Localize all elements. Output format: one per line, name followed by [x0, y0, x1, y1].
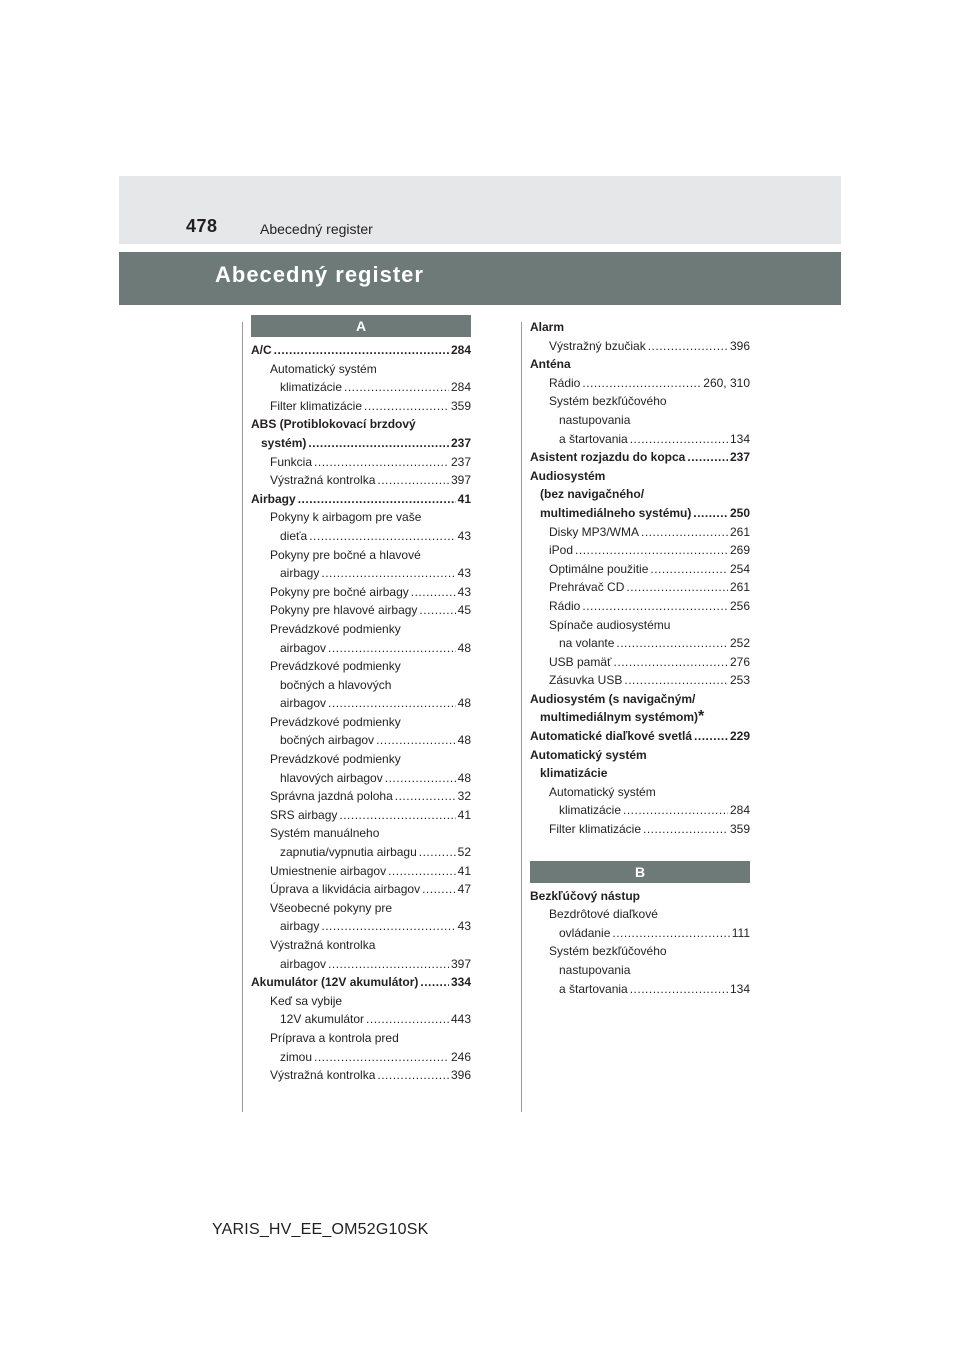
document-code: YARIS_HV_EE_OM52G10SK — [212, 1221, 429, 1238]
dot-leader — [422, 880, 456, 899]
index-entry-text: A/C — [251, 343, 272, 357]
index-entry — [251, 564, 471, 583]
dot-leader — [298, 490, 456, 509]
page-number: 478 — [186, 216, 218, 236]
index-entry-page: 237 — [729, 450, 750, 465]
dot-leader — [364, 397, 449, 416]
dot-leader — [274, 341, 449, 360]
index-entry — [251, 917, 471, 936]
dot-leader — [376, 731, 456, 750]
index-entry — [530, 634, 750, 653]
index-entry — [530, 448, 750, 467]
dot-leader — [385, 769, 456, 788]
index-entry-text: Filter klimatizácie — [549, 822, 642, 837]
index-entry — [530, 905, 750, 924]
index-entry-text: Automatický systém — [549, 784, 656, 799]
index-entry-text: bočných a hlavových — [280, 677, 392, 692]
index-entry — [530, 783, 750, 802]
dot-leader — [328, 639, 456, 658]
index-entry — [251, 806, 471, 825]
index-entry-text: Správna jazdná poloha — [270, 789, 393, 804]
index-entry-text: ABS (Protiblokovací brzdový — [251, 417, 416, 432]
index-entry — [530, 980, 750, 999]
index-entry — [251, 787, 471, 806]
index-entry-text: Príprava a kontrola pred — [270, 1030, 399, 1045]
letter-heading-b: B — [530, 861, 750, 883]
index-entry — [530, 392, 750, 411]
index-entry-text: Výstražná kontrolka — [270, 938, 376, 952]
index-entry-page: 43 — [457, 566, 471, 581]
index-entry-text: hlavových airbagov — [280, 770, 383, 785]
index-entry — [251, 1048, 471, 1067]
index-entry-text: Prevádzkové podmienky — [270, 752, 401, 767]
index-entry-page: 48 — [457, 733, 471, 748]
dot-leader — [582, 597, 728, 616]
dot-leader — [626, 578, 728, 597]
index-entry — [530, 504, 750, 523]
index-entry — [530, 374, 750, 393]
index-entry-page: 256 — [729, 598, 750, 613]
index-entry-text: airbagy — [280, 919, 320, 934]
index-entry-page: 41 — [457, 491, 471, 506]
index-entry-text: Anténa — [530, 357, 571, 372]
index-entry-text: Automatický systém — [270, 361, 377, 376]
index-entry — [530, 318, 750, 337]
index-entry — [251, 676, 471, 695]
index-entry-text: 12V akumulátor — [280, 1012, 365, 1027]
index-column-right — [530, 318, 750, 998]
dot-leader — [641, 523, 728, 542]
dot-leader — [650, 560, 728, 579]
index-entry-page: 397 — [450, 473, 471, 488]
index-entry-text: airbagov — [280, 640, 327, 655]
dot-leader — [328, 694, 456, 713]
dot-leader — [366, 1010, 449, 1029]
index-entry-page: 134 — [729, 431, 750, 446]
header-band — [119, 176, 841, 244]
index-entry — [251, 601, 471, 620]
index-entry-text: Úprava a likvidácia airbagov — [270, 882, 421, 897]
index-entry-text: Systém bezkľúčového — [549, 394, 667, 409]
index-entry — [251, 1010, 471, 1029]
dot-leader — [614, 653, 728, 672]
index-entry — [251, 1066, 471, 1085]
index-entry-text: multimediálneho systému) — [540, 505, 692, 520]
index-entry-text: Optimálne použitie — [549, 561, 649, 576]
index-entry-text: Zásuvka USB — [549, 673, 623, 688]
index-entry — [251, 880, 471, 899]
index-entry — [251, 434, 471, 453]
index-entry-text: airbagov — [280, 956, 327, 971]
dot-leader — [314, 1048, 449, 1067]
index-entry — [530, 355, 750, 374]
index-entry-text: ovládanie — [559, 925, 611, 940]
index-entry — [530, 671, 750, 690]
index-entry — [251, 862, 471, 881]
index-entry-page: 396 — [729, 338, 750, 353]
index-entry-text: a štartovania — [559, 981, 628, 996]
index-entry-text: Prevádzkové podmienky — [270, 659, 401, 674]
index-entry-text: Spínače audiosystému — [549, 617, 671, 632]
dot-leader — [411, 583, 456, 602]
dot-leader — [630, 980, 728, 999]
index-entry-page: 229 — [729, 729, 750, 744]
index-entry-text: Airbagy — [251, 491, 296, 506]
dot-leader — [612, 924, 729, 943]
index-entry-page: 396 — [450, 1068, 471, 1083]
index-entry-text: zapnutia/vypnutia airbagu — [280, 845, 417, 860]
dot-leader — [344, 378, 449, 397]
index-entry-text: Rádio — [549, 598, 581, 613]
dot-leader — [624, 671, 728, 690]
index-entry — [251, 713, 471, 732]
index-entries-a-right — [530, 318, 750, 839]
index-entry — [251, 546, 471, 565]
right-column-rule — [521, 322, 522, 1112]
index-entry-text: klimatizácie — [540, 766, 608, 781]
index-entry-page: 48 — [457, 770, 471, 785]
index-entries-b — [530, 887, 750, 999]
index-entry — [251, 973, 471, 992]
dot-leader — [648, 337, 728, 356]
index-entry-page: 41 — [457, 863, 471, 878]
index-entry-text: Automatický systém — [530, 747, 647, 762]
index-entry — [530, 746, 750, 765]
index-entry-text: Prevádzkové podmienky — [270, 621, 401, 636]
letter-heading-a: A — [251, 315, 471, 337]
dot-leader — [693, 504, 728, 523]
dot-leader — [321, 917, 455, 936]
index-entry — [251, 508, 471, 527]
index-entry — [530, 801, 750, 820]
index-entry-page: 48 — [457, 696, 471, 711]
index-entry — [251, 639, 471, 658]
index-entry-text: Prevádzkové podmienky — [270, 714, 401, 729]
dot-leader — [321, 564, 455, 583]
dot-leader — [308, 434, 449, 453]
index-entry — [530, 924, 750, 943]
index-entry-text: Výstražný bzučiak — [549, 338, 646, 353]
index-entry — [251, 453, 471, 472]
dot-leader — [643, 820, 728, 839]
index-entry-page: 359 — [450, 398, 471, 413]
index-entry — [251, 490, 471, 509]
index-entry — [251, 731, 471, 750]
index-entry-page: 237 — [450, 435, 471, 450]
index-entry — [530, 942, 750, 961]
index-entry-text: nastupovania — [559, 963, 631, 977]
index-entry — [530, 467, 750, 486]
index-entry — [251, 824, 471, 843]
index-entry — [251, 694, 471, 713]
index-entry-page: 260, 310 — [703, 375, 750, 390]
index-entry — [530, 578, 750, 597]
index-entry-text: bočných airbagov — [280, 733, 375, 748]
left-column-rule — [242, 322, 243, 1112]
index-entry — [251, 1029, 471, 1048]
index-entry-text: Pokyny k airbagom pre vaše — [270, 510, 422, 525]
index-entry-text: Keď sa vybije — [270, 993, 343, 1008]
index-entry-text: Filter klimatizácie — [270, 398, 363, 413]
index-entry-text: klimatizácie — [559, 803, 622, 818]
index-column-left — [251, 315, 471, 1085]
index-entry-page: 397 — [450, 956, 471, 971]
index-entry-page: 52 — [457, 845, 471, 860]
index-entry — [251, 471, 471, 490]
index-entry-page: 261 — [729, 580, 750, 595]
index-entry — [530, 727, 750, 746]
index-entry: multimediálnym systémom) * — [540, 708, 705, 726]
index-entry — [530, 411, 750, 430]
index-entry-page: 250 — [729, 505, 750, 520]
index-entries-a-left — [251, 341, 471, 1085]
index-entry — [530, 337, 750, 356]
index-entry-page: 284 — [450, 380, 471, 395]
index-entry-text: Výstražná kontrolka — [270, 1068, 376, 1083]
index-entry — [530, 887, 750, 906]
index-entry-page: 32 — [457, 789, 471, 804]
index-entry — [530, 597, 750, 616]
index-entry — [530, 485, 750, 504]
index-entry — [530, 690, 750, 709]
index-entry-page: 253 — [729, 673, 750, 688]
index-entry — [251, 378, 471, 397]
index-entry — [530, 560, 750, 579]
index-entry-text: Funkcia — [270, 454, 313, 469]
index-entry-text: Systém manuálneho — [270, 826, 380, 841]
index-entry-text: Systém bezkľúčového — [549, 944, 667, 959]
dot-leader — [694, 727, 728, 746]
index-entry-page: 43 — [457, 528, 471, 543]
dot-leader — [395, 787, 456, 806]
index-entry-page: 443 — [450, 1012, 471, 1027]
dot-leader — [582, 374, 701, 393]
index-entry-text: dieťa — [280, 528, 308, 543]
index-entry-text: SRS airbagy — [270, 807, 338, 822]
dot-leader — [687, 448, 728, 467]
index-entry-text: Asistent rozjazdu do kopca — [530, 450, 686, 465]
index-entry — [530, 764, 750, 783]
index-entry-text: (bez navigačného/ — [540, 487, 645, 502]
dot-leader — [623, 801, 728, 820]
index-entry — [251, 397, 471, 416]
index-entry-text: Alarm — [530, 320, 565, 334]
dot-leader — [419, 601, 455, 620]
index-entry-page: 134 — [729, 981, 750, 996]
index-entry-text: USB pamäť — [549, 654, 612, 669]
index-entry-page: 43 — [457, 584, 471, 599]
index-entry-page: 252 — [729, 636, 750, 651]
index-entry-text: Prehrávač CD — [549, 580, 625, 595]
page-title: Abecedný register — [215, 262, 424, 287]
dot-leader — [616, 634, 728, 653]
index-entry-text: Bezkľúčový nástup — [530, 888, 640, 903]
running-head: Abecedný register — [260, 221, 373, 237]
index-entry-page: 359 — [729, 822, 750, 837]
index-entry-page: 43 — [457, 919, 471, 934]
dot-leader — [630, 430, 728, 449]
dot-leader — [309, 527, 455, 546]
index-entry — [251, 992, 471, 1011]
index-entry-page: 254 — [729, 561, 750, 576]
index-entry — [530, 523, 750, 542]
index-entry-text: Disky MP3/WMA — [549, 524, 639, 539]
index-entry-page: 284 — [450, 343, 471, 357]
index-entry-page: 48 — [457, 640, 471, 655]
index-entry-page: 276 — [729, 654, 750, 669]
index-entry-page: 261 — [729, 524, 750, 539]
dot-leader — [420, 973, 449, 992]
index-entry — [251, 415, 471, 434]
dot-leader — [328, 955, 449, 974]
index-entry-page: 45 — [457, 603, 471, 618]
index-entry-text: na volante — [559, 636, 615, 651]
index-entry — [251, 955, 471, 974]
index-entry — [251, 769, 471, 788]
index-entry — [251, 750, 471, 769]
index-entry — [530, 653, 750, 672]
index-entry — [251, 843, 471, 862]
index-entry — [251, 657, 471, 676]
index-entry-text: systém) — [261, 435, 307, 450]
index-entry-text: Výstražná kontrolka — [270, 473, 376, 488]
index-entry — [251, 360, 471, 379]
index-entry — [251, 341, 471, 360]
dot-leader — [388, 862, 456, 881]
index-entry — [530, 541, 750, 560]
index-entry-text: Audiosystém — [530, 468, 606, 483]
index-entry-text: Automatické diaľkové svetlá — [530, 729, 693, 744]
index-entry-page: 284 — [729, 803, 750, 818]
index-entry-page: 111 — [731, 925, 750, 940]
index-entry-text: Pokyny pre hlavové airbagy — [270, 603, 418, 618]
index-entry-text: Pokyny pre bočné a hlavové — [270, 547, 421, 562]
index-entry-text: airbagy — [280, 566, 320, 581]
index-entry-text: airbagov — [280, 696, 327, 711]
index-entry — [251, 899, 471, 918]
index-entry-page: 237 — [450, 454, 471, 469]
index-entry — [530, 616, 750, 635]
index-entry-page: 246 — [450, 1049, 471, 1064]
index-entry-text: Rádio — [549, 375, 581, 390]
index-entry-text: nastupovania — [559, 412, 631, 427]
index-entry — [530, 430, 750, 449]
index-entry-page: 47 — [457, 882, 471, 897]
index-entry-text: a štartovania — [559, 431, 628, 446]
index-entry — [530, 961, 750, 980]
index-entry-page: 334 — [450, 975, 471, 990]
dot-leader — [377, 471, 449, 490]
index-entry — [251, 936, 471, 955]
index-entry-text: Akumulátor (12V akumulátor) — [251, 975, 419, 990]
dot-leader — [419, 843, 456, 862]
index-entry-page: 269 — [729, 543, 750, 558]
index-entry-text: multimediálnym systémom) — [540, 710, 699, 725]
index-entry — [251, 620, 471, 639]
dot-leader — [377, 1066, 449, 1085]
dot-leader — [575, 541, 728, 560]
index-entry-text: Pokyny pre bočné airbagy — [270, 584, 409, 599]
dot-leader — [339, 806, 455, 825]
index-entry-text: iPod — [549, 543, 574, 558]
index-entry-text: Audiosystém (s navigačným/ — [530, 691, 696, 706]
index-entry — [251, 583, 471, 602]
index-entry-text: Všeobecné pokyny pre — [270, 900, 393, 915]
index-entry-text: Bezdrôtové diaľkové — [549, 907, 658, 922]
index-entry-text: zimou — [280, 1049, 313, 1064]
index-entry — [251, 527, 471, 546]
dot-leader — [314, 453, 449, 472]
index-entry-text: klimatizácie — [280, 380, 343, 395]
index-entry-page: 41 — [457, 807, 471, 822]
index-entry-text: Umiestnenie airbagov — [270, 863, 387, 878]
index-entry — [530, 820, 750, 839]
